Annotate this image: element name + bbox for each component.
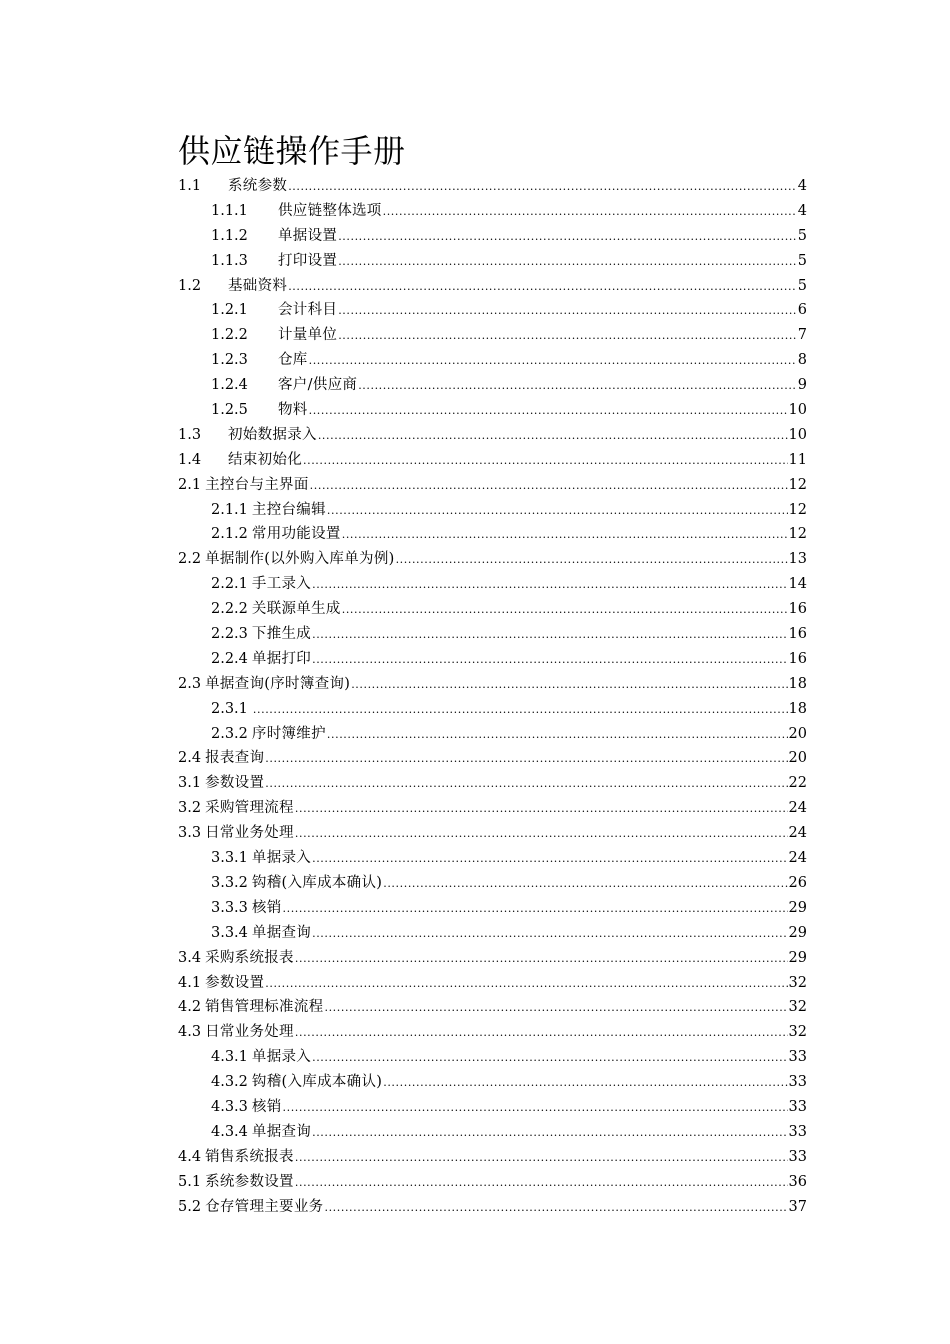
toc-entry[interactable] xyxy=(178,846,807,871)
toc-entry[interactable] xyxy=(178,1070,807,1095)
toc-entry-number: 1.2 xyxy=(178,277,202,294)
toc-dot-leader xyxy=(324,1196,787,1221)
toc-dot-leader xyxy=(265,972,787,997)
toc-entry[interactable] xyxy=(178,622,807,647)
toc-entry-title: 单据录入 xyxy=(251,850,312,867)
toc-entry[interactable] xyxy=(178,298,807,323)
toc-page-number: 37 xyxy=(788,1198,807,1215)
toc-entry[interactable] xyxy=(178,547,807,572)
toc-entry-title: 销售管理标准流程 xyxy=(205,999,324,1016)
toc-dot-leader xyxy=(338,299,797,324)
toc-entry[interactable] xyxy=(178,498,807,523)
toc-entry-title: 初始数据录入 xyxy=(228,426,317,443)
toc-entry[interactable] xyxy=(178,1145,807,1170)
toc-entry-number: 4.3.1 xyxy=(211,1049,248,1066)
toc-page-number: 4 xyxy=(797,202,807,219)
toc-page-number: 7 xyxy=(797,327,807,344)
toc-page-number: 22 xyxy=(788,775,807,792)
toc-dot-leader xyxy=(338,324,797,349)
toc-page-number: 16 xyxy=(788,650,807,667)
toc-entry[interactable] xyxy=(178,995,807,1020)
toc-entry[interactable] xyxy=(178,746,807,771)
toc-page-number: 4 xyxy=(797,178,807,194)
toc-entry-title: 钩稽(入库成本确认) xyxy=(251,874,383,891)
toc-dot-leader xyxy=(312,623,787,648)
toc-entry[interactable] xyxy=(178,373,807,398)
toc-dot-leader xyxy=(312,922,787,947)
toc-entry-number: 2.4 xyxy=(178,750,202,767)
toc-entry-number: 2.2 xyxy=(178,551,202,568)
toc-page-number: 33 xyxy=(788,1074,807,1091)
toc-entry-title: 单据录入 xyxy=(251,1049,312,1066)
toc-dot-leader xyxy=(288,275,797,300)
toc-entry-title: 单据查询(序时簿查询) xyxy=(205,675,351,692)
toc-dot-leader xyxy=(265,747,787,772)
toc-entry-number: 2.2.3 xyxy=(211,626,248,643)
toc-entry[interactable] xyxy=(178,672,807,697)
toc-entry-title: 日常业务处理 xyxy=(205,825,294,842)
toc-entry-title: 日常业务处理 xyxy=(205,1024,294,1041)
toc-entry[interactable] xyxy=(178,921,807,946)
toc-entry-number: 3.3.4 xyxy=(211,924,248,941)
toc-entry-number: 2.2.1 xyxy=(211,576,248,593)
toc-entry[interactable] xyxy=(178,572,807,597)
toc-entry-number: 3.3.2 xyxy=(211,874,248,891)
toc-entry-number: 5.1 xyxy=(178,1173,202,1190)
toc-dot-leader xyxy=(283,897,788,922)
toc-entry[interactable] xyxy=(178,1095,807,1120)
toc-entry-number: 1.4 xyxy=(178,451,202,468)
toc-entry-title: 常用功能设置 xyxy=(251,526,341,543)
toc-page-number: 12 xyxy=(788,501,807,518)
toc-dot-leader xyxy=(312,648,787,673)
toc-entry[interactable] xyxy=(178,647,807,672)
toc-entry-title: 仓存管理主要业务 xyxy=(205,1198,324,1215)
toc-entry[interactable] xyxy=(178,522,807,547)
toc-dot-leader xyxy=(338,250,797,275)
toc-entry-title: 客户/供应商 xyxy=(278,377,358,394)
toc-entry[interactable] xyxy=(178,821,807,846)
toc-page-number: 5 xyxy=(797,252,807,269)
toc-entry-title: 主控台编辑 xyxy=(251,501,326,518)
toc-dot-leader xyxy=(295,822,788,847)
toc-entry-title: 单据查询 xyxy=(251,1123,312,1140)
toc-entry[interactable] xyxy=(178,1120,807,1145)
toc-page-number: 24 xyxy=(788,850,807,867)
toc-dot-leader xyxy=(295,1021,788,1046)
toc-dot-leader xyxy=(383,872,787,897)
toc-page-number: 26 xyxy=(788,874,807,891)
toc-page-number: 10 xyxy=(788,426,807,443)
toc-page-number: 36 xyxy=(788,1173,807,1190)
toc-page-number: 5 xyxy=(797,277,807,294)
toc-page-number: 20 xyxy=(788,725,807,742)
toc-entry-number: 2.1.2 xyxy=(211,526,248,543)
toc-entry-number: 4.3 xyxy=(178,1024,202,1041)
toc-page-number: 11 xyxy=(788,451,807,468)
document-title: 供应链操作手册 xyxy=(178,132,406,170)
toc-dot-leader xyxy=(342,598,788,623)
toc-entry-title: 系统参数 xyxy=(228,178,288,194)
toc-entry-number: 1.2.2 xyxy=(211,327,248,344)
toc-entry[interactable] xyxy=(178,224,807,249)
toc-page-number: 18 xyxy=(788,675,807,692)
toc-page-number: 33 xyxy=(788,1098,807,1115)
toc-entry[interactable] xyxy=(178,473,807,498)
toc-entry-title: 手工录入 xyxy=(251,576,312,593)
toc-entry[interactable] xyxy=(178,448,807,473)
toc-dot-leader xyxy=(303,449,788,474)
toc-dot-leader xyxy=(312,573,787,598)
toc-page-number: 6 xyxy=(797,302,807,319)
toc-entry[interactable] xyxy=(178,597,807,622)
toc-entry-number: 4.4 xyxy=(178,1148,202,1165)
toc-entry[interactable] xyxy=(178,871,807,896)
toc-page-number: 8 xyxy=(797,352,807,369)
toc-entry[interactable] xyxy=(178,199,807,224)
toc-page-number: 33 xyxy=(788,1123,807,1140)
toc-entry-title: 单据制作(以外购入库单为例) xyxy=(205,551,395,568)
toc-entry-number: 2.2.2 xyxy=(211,601,248,618)
toc-page-number: 16 xyxy=(788,626,807,643)
toc-page-number: 32 xyxy=(788,974,807,991)
toc-dot-leader xyxy=(327,723,788,748)
toc-page-number: 12 xyxy=(788,526,807,543)
toc-entry[interactable] xyxy=(178,1020,807,1045)
toc-entry-number: 1.1.2 xyxy=(211,227,248,244)
toc-page-number: 12 xyxy=(788,476,807,493)
toc-entry-title: 单据打印 xyxy=(251,650,312,667)
toc-entry-number: 4.2 xyxy=(178,999,202,1016)
toc-entry-number: 2.1.1 xyxy=(211,501,248,518)
toc-page-number: 33 xyxy=(788,1049,807,1066)
toc-entry-title: 供应链整体选项 xyxy=(278,202,382,219)
toc-dot-leader xyxy=(309,399,788,424)
toc-entry-number: 3.3 xyxy=(178,825,202,842)
toc-entry-number: 1.1.1 xyxy=(211,202,248,219)
toc-dot-leader xyxy=(309,349,797,374)
toc-entry[interactable] xyxy=(178,174,807,199)
toc-entry-number: 4.3.4 xyxy=(211,1123,248,1140)
toc-dot-leader xyxy=(283,1096,788,1121)
toc-dot-leader xyxy=(338,225,797,250)
toc-entry-title: 打印设置 xyxy=(278,252,338,269)
toc-entry-title: 参数设置 xyxy=(205,775,265,792)
toc-entry-title: 销售系统报表 xyxy=(205,1148,294,1165)
toc-entry-number: 1.2.3 xyxy=(211,352,248,369)
toc-entry-number: 1.2.1 xyxy=(211,302,248,319)
toc-entry-title: 下推生成 xyxy=(251,626,312,643)
toc-page-number: 29 xyxy=(788,949,807,966)
toc-page-number: 24 xyxy=(788,825,807,842)
toc-entry-number: 1.2.4 xyxy=(211,377,248,394)
toc-entry-number: 1.3 xyxy=(178,426,202,443)
toc-page-number: 29 xyxy=(788,899,807,916)
toc-entry-title: 单据设置 xyxy=(278,227,338,244)
toc-entry[interactable] xyxy=(178,348,807,373)
toc-entry[interactable] xyxy=(178,1195,807,1220)
toc-entry-title: 报表查询 xyxy=(205,750,265,767)
toc-entry-number: 3.4 xyxy=(178,949,202,966)
toc-page-number: 10 xyxy=(788,402,807,419)
toc-entry-number: 1.1 xyxy=(178,178,202,194)
toc-entry-title: 采购系统报表 xyxy=(205,949,294,966)
toc-page-number: 20 xyxy=(788,750,807,767)
toc-entry[interactable] xyxy=(178,771,807,796)
toc-entry[interactable] xyxy=(178,971,807,996)
toc-dot-leader xyxy=(383,200,797,225)
toc-entry[interactable] xyxy=(178,1045,807,1070)
toc-entry-number: 4.3.3 xyxy=(211,1098,248,1115)
toc-entry-title: 物料 xyxy=(278,402,308,419)
toc-dot-leader xyxy=(351,673,787,698)
toc-page-number: 9 xyxy=(797,377,807,394)
toc-entry[interactable] xyxy=(178,896,807,921)
toc-entry-number: 1.2.5 xyxy=(211,402,248,419)
toc-page-number: 29 xyxy=(788,924,807,941)
toc-dot-leader xyxy=(396,548,788,573)
toc-dot-leader xyxy=(342,523,788,548)
toc-dot-leader xyxy=(358,374,797,399)
toc-page-number: 16 xyxy=(788,601,807,618)
toc-dot-leader xyxy=(310,474,788,499)
toc-page-number: 13 xyxy=(788,551,807,568)
toc-dot-leader xyxy=(253,698,788,723)
toc-entry-title: 基础资料 xyxy=(228,277,288,294)
toc-entry-title: 关联源单生成 xyxy=(251,601,341,618)
toc-dot-leader xyxy=(295,947,788,972)
toc-entry[interactable] xyxy=(178,323,807,348)
toc-entry-number: 2.3.1 xyxy=(211,700,248,717)
toc-entry-number: 3.3.1 xyxy=(211,850,248,867)
toc-entry-number: 1.1.3 xyxy=(211,252,248,269)
toc-page-number: 32 xyxy=(788,999,807,1016)
toc-entry-title: 单据查询 xyxy=(251,924,312,941)
toc-entry[interactable] xyxy=(178,796,807,821)
toc-dot-leader xyxy=(265,772,787,797)
toc-entry-number: 2.3 xyxy=(178,675,202,692)
toc-entry[interactable] xyxy=(178,722,807,747)
toc-page-number: 5 xyxy=(797,227,807,244)
toc-entry[interactable] xyxy=(178,1170,807,1195)
toc-entry-number: 2.1 xyxy=(178,476,202,493)
toc-page-number: 33 xyxy=(788,1148,807,1165)
toc-page-number: 18 xyxy=(788,700,807,717)
toc-entry[interactable] xyxy=(178,946,807,971)
toc-entry[interactable] xyxy=(178,697,807,722)
toc-page-number: 14 xyxy=(788,576,807,593)
toc-page-number: 32 xyxy=(788,1024,807,1041)
toc-entry-number: 2.3.2 xyxy=(211,725,248,742)
toc-dot-leader xyxy=(312,847,787,872)
toc-dot-leader xyxy=(318,424,788,449)
toc-entry-title: 计量单位 xyxy=(278,327,338,344)
toc-entry-title: 序时簿维护 xyxy=(251,725,326,742)
toc-entry[interactable] xyxy=(178,274,807,299)
toc-entry-number: 4.3.2 xyxy=(211,1074,248,1091)
toc-entry[interactable] xyxy=(178,249,807,274)
toc-dot-leader xyxy=(383,1071,787,1096)
toc-entry[interactable] xyxy=(178,398,807,423)
toc-entry-title: 参数设置 xyxy=(205,974,265,991)
toc-dot-leader xyxy=(295,797,788,822)
toc-entry-title: 仓库 xyxy=(278,352,308,369)
toc-dot-leader xyxy=(295,1146,788,1171)
toc-entry-number: 2.2.4 xyxy=(211,650,248,667)
toc-entry-number: 3.2 xyxy=(178,800,202,817)
toc-entry-title: 采购管理流程 xyxy=(205,800,294,817)
toc-entry-title: 核销 xyxy=(251,899,282,916)
toc-dot-leader xyxy=(312,1046,787,1071)
toc-entry-number: 3.1 xyxy=(178,775,202,792)
toc-dot-leader xyxy=(312,1121,787,1146)
toc-dot-leader xyxy=(295,1171,788,1196)
toc-entry-title: 主控台与主界面 xyxy=(205,476,309,493)
toc-entry-title: 结束初始化 xyxy=(228,451,302,468)
toc-entry[interactable] xyxy=(178,423,807,448)
toc-entry-number: 3.3.3 xyxy=(211,899,248,916)
toc-entry-number: 4.1 xyxy=(178,974,202,991)
toc-entry-title: 系统参数设置 xyxy=(205,1173,294,1190)
toc-entry-title: 会计科目 xyxy=(278,302,338,319)
toc-dot-leader xyxy=(288,175,797,200)
table-of-contents xyxy=(178,174,807,1219)
toc-dot-leader xyxy=(327,499,788,524)
toc-entry-number: 5.2 xyxy=(178,1198,202,1215)
toc-page-number: 24 xyxy=(788,800,807,817)
toc-entry-title: 核销 xyxy=(251,1098,282,1115)
toc-dot-leader xyxy=(324,996,787,1021)
toc-entry-title: 钩稽(入库成本确认) xyxy=(251,1074,383,1091)
